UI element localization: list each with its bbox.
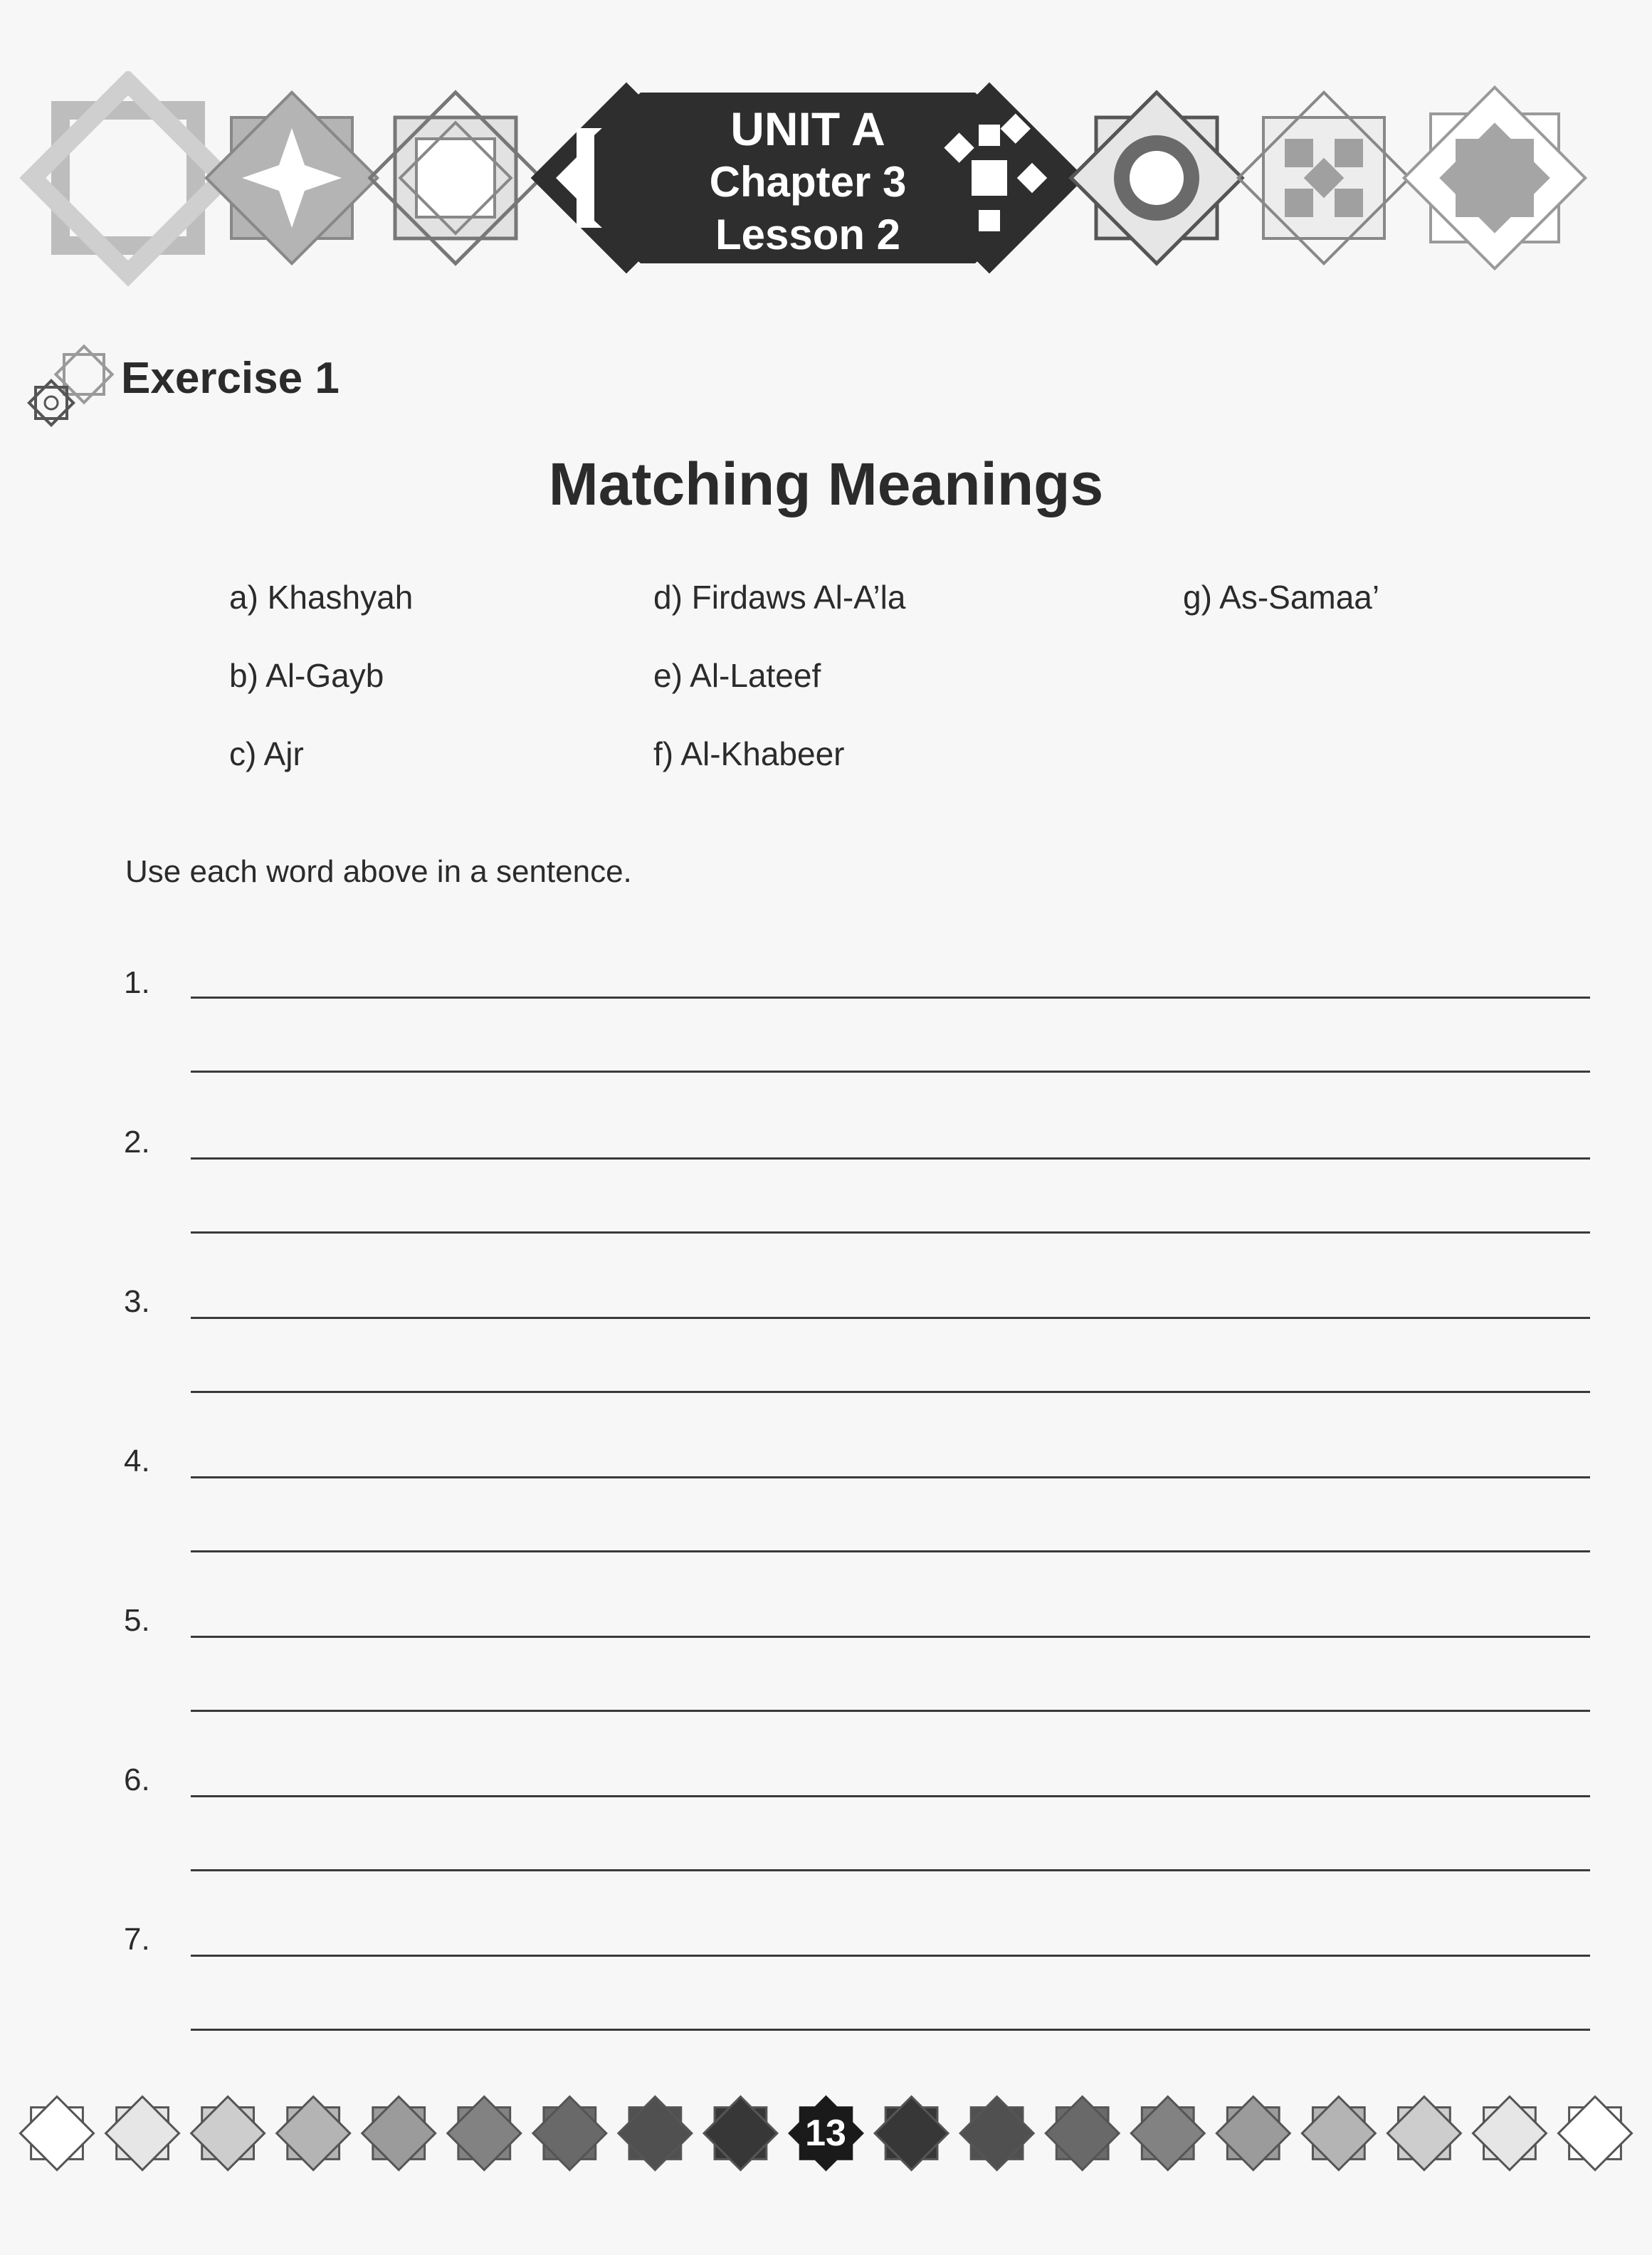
answer-line[interactable]	[191, 997, 1590, 999]
word-item: c) Ajr	[229, 735, 304, 772]
geometric-ornament-icon	[1071, 93, 1242, 263]
star-ornament-icon	[1559, 2097, 1632, 2170]
item-number: 7.	[124, 1922, 150, 1957]
word-item: a) Khashyah	[229, 579, 414, 616]
star-ornament-icon	[1302, 2097, 1375, 2170]
answer-line[interactable]	[191, 1231, 1590, 1234]
answer-line[interactable]	[191, 1869, 1590, 1871]
star-ornament-icon	[1387, 2097, 1461, 2170]
word-item: f) Al-Khabeer	[653, 735, 845, 772]
star-ornament-icon	[21, 2097, 94, 2170]
answer-line[interactable]	[191, 1636, 1590, 1638]
answer-line[interactable]	[191, 1795, 1590, 1797]
exercise-title: Exercise 1	[121, 354, 340, 403]
page-number: 13	[805, 2113, 846, 2154]
star-ornament-icon	[1046, 2097, 1119, 2170]
geometric-ornament-icon	[33, 83, 224, 274]
star-ornament-icon	[448, 2097, 521, 2170]
star-ornament-icon	[704, 2097, 777, 2170]
unit-label: UNIT A	[730, 102, 885, 155]
item-number: 5.	[124, 1603, 150, 1638]
word-item: e) Al-Lateef	[653, 657, 821, 694]
star-ornament-icon	[21, 340, 128, 433]
instruction-text: Use each word above in a sentence.	[125, 854, 632, 889]
star-ornament-icon	[533, 2097, 606, 2170]
star-ornament-icon	[277, 2097, 350, 2170]
star-ornament-icon	[1216, 2097, 1290, 2170]
star-ornament-icon	[1473, 2097, 1546, 2170]
answer-line[interactable]	[191, 1317, 1590, 1319]
lesson-label: Lesson 2	[715, 211, 901, 258]
item-number: 1.	[124, 965, 150, 1000]
geometric-ornament-icon	[206, 93, 377, 263]
answer-line[interactable]	[191, 2029, 1590, 2031]
star-ornament-icon	[362, 2097, 436, 2170]
item-number: 4.	[124, 1444, 150, 1478]
answer-line[interactable]	[191, 1391, 1590, 1393]
item-number: 2.	[124, 1125, 150, 1160]
answer-line[interactable]	[191, 1710, 1590, 1712]
item-number: 6.	[124, 1762, 150, 1797]
star-ornament-icon	[191, 2097, 265, 2170]
answer-line[interactable]	[191, 1157, 1590, 1160]
star-ornament-icon	[1131, 2097, 1204, 2170]
geometric-ornament-icon	[370, 93, 541, 263]
star-ornament-icon	[960, 2097, 1033, 2170]
word-item: g) As-Samaa’	[1183, 579, 1380, 616]
answer-line[interactable]	[191, 1071, 1590, 1073]
page-title: Matching Meanings	[548, 451, 1104, 517]
geometric-ornament-icon	[1238, 93, 1409, 263]
answer-line[interactable]	[191, 1476, 1590, 1478]
answer-line[interactable]	[191, 1550, 1590, 1552]
geometric-ornament-icon	[1404, 88, 1586, 269]
star-ornament-icon	[875, 2097, 948, 2170]
word-item: b) Al-Gayb	[229, 657, 384, 694]
answer-line[interactable]	[191, 1955, 1590, 1957]
star-ornament-icon	[106, 2097, 179, 2170]
item-number: 3.	[124, 1284, 150, 1319]
word-item: d) Firdaws Al-A’la	[653, 579, 906, 616]
chapter-label: Chapter 3	[709, 158, 907, 206]
star-ornament-icon	[619, 2097, 692, 2170]
